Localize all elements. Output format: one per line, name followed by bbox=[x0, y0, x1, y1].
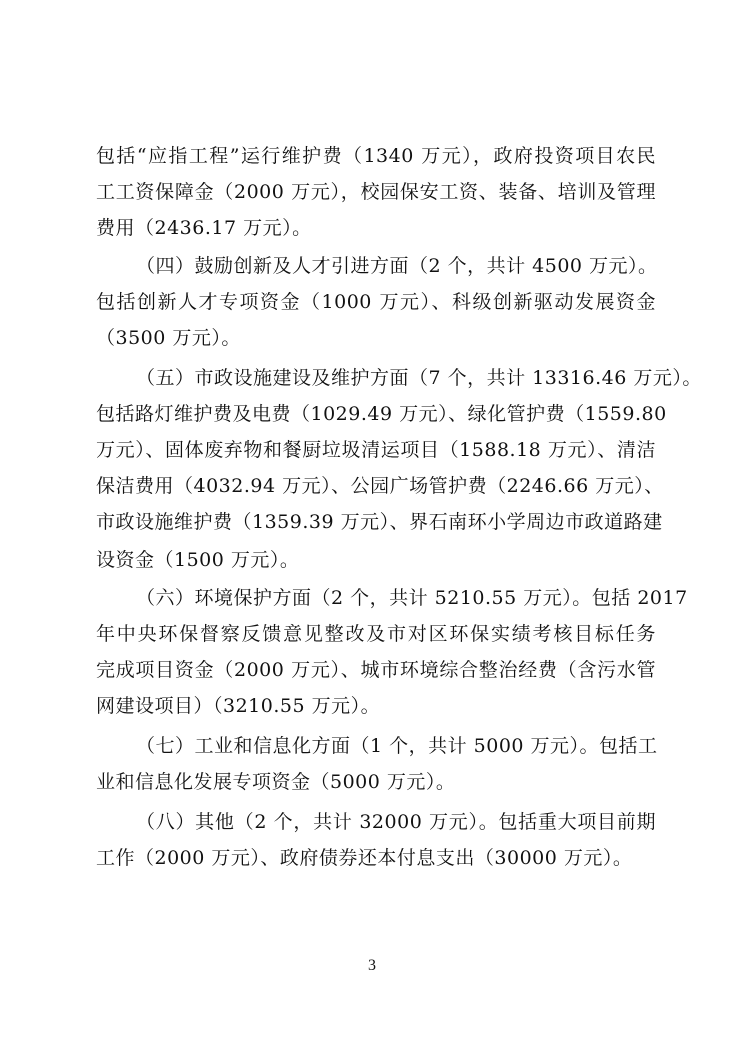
text-line-16: 网建设项目）（3210.55 万元）。 bbox=[96, 695, 381, 717]
text-line-7: （五）市政设施建设及维护方面（7 个，共计 13316.46 万元）。 bbox=[136, 367, 702, 389]
text-line-14: 年中央环保督察反馈意见整改及市对区环保实绩考核目标任务 bbox=[96, 623, 656, 645]
text-line-8: 包括路灯维护费及电费（1029.49 万元）、绿化管护费（1559.80 bbox=[96, 403, 667, 425]
text-line-12: 设资金（1500 万元）。 bbox=[96, 549, 300, 571]
text-line-20: 工作（2000 万元）、政府债券还本付息支出（30000 万元）。 bbox=[96, 847, 633, 869]
text-line-9: 万元）、固体废弃物和餐厨垃圾清运项目（1588.18 万元）、清洁 bbox=[96, 439, 656, 461]
text-line-19: （八）其他（2 个，共计 32000 万元）。包括重大项目前期 bbox=[136, 811, 656, 833]
text-line-13: （六）环境保护方面（2 个，共计 5210.55 万元）。包括 2017 bbox=[136, 587, 688, 609]
text-line-10: 保洁费用（4032.94 万元）、公园广场管护费（2246.66 万元）、 bbox=[96, 475, 664, 497]
text-line-2: 工工资保障金（2000 万元），校园保安工资、装备、培训及管理 bbox=[96, 181, 656, 203]
text-line-1: 包括“应指工程”运行维护费（1340 万元），政府投资项目农民 bbox=[96, 145, 656, 167]
text-line-5: 包括创新人才专项资金（1000 万元）、科级创新驱动发展资金 bbox=[96, 291, 656, 313]
text-line-11: 市政设施维护费（1359.39 万元）、界石南环小学周边市政道路建 bbox=[96, 511, 663, 533]
text-line-15: 完成项目资金（2000 万元）、城市环境综合整治经费（含污水管 bbox=[96, 659, 656, 681]
page-number: 3 bbox=[368, 957, 376, 974]
text-line-17: （七）工业和信息化方面（1 个，共计 5000 万元）。包括工 bbox=[136, 735, 658, 757]
text-line-6: （3500 万元）。 bbox=[96, 327, 241, 349]
text-line-4: （四）鼓励创新及人才引进方面（2 个，共计 4500 万元）。 bbox=[136, 255, 658, 277]
text-line-18: 业和信息化发展专项资金（5000 万元）。 bbox=[96, 771, 456, 793]
text-line-3: 费用（2436.17 万元）。 bbox=[96, 217, 312, 239]
